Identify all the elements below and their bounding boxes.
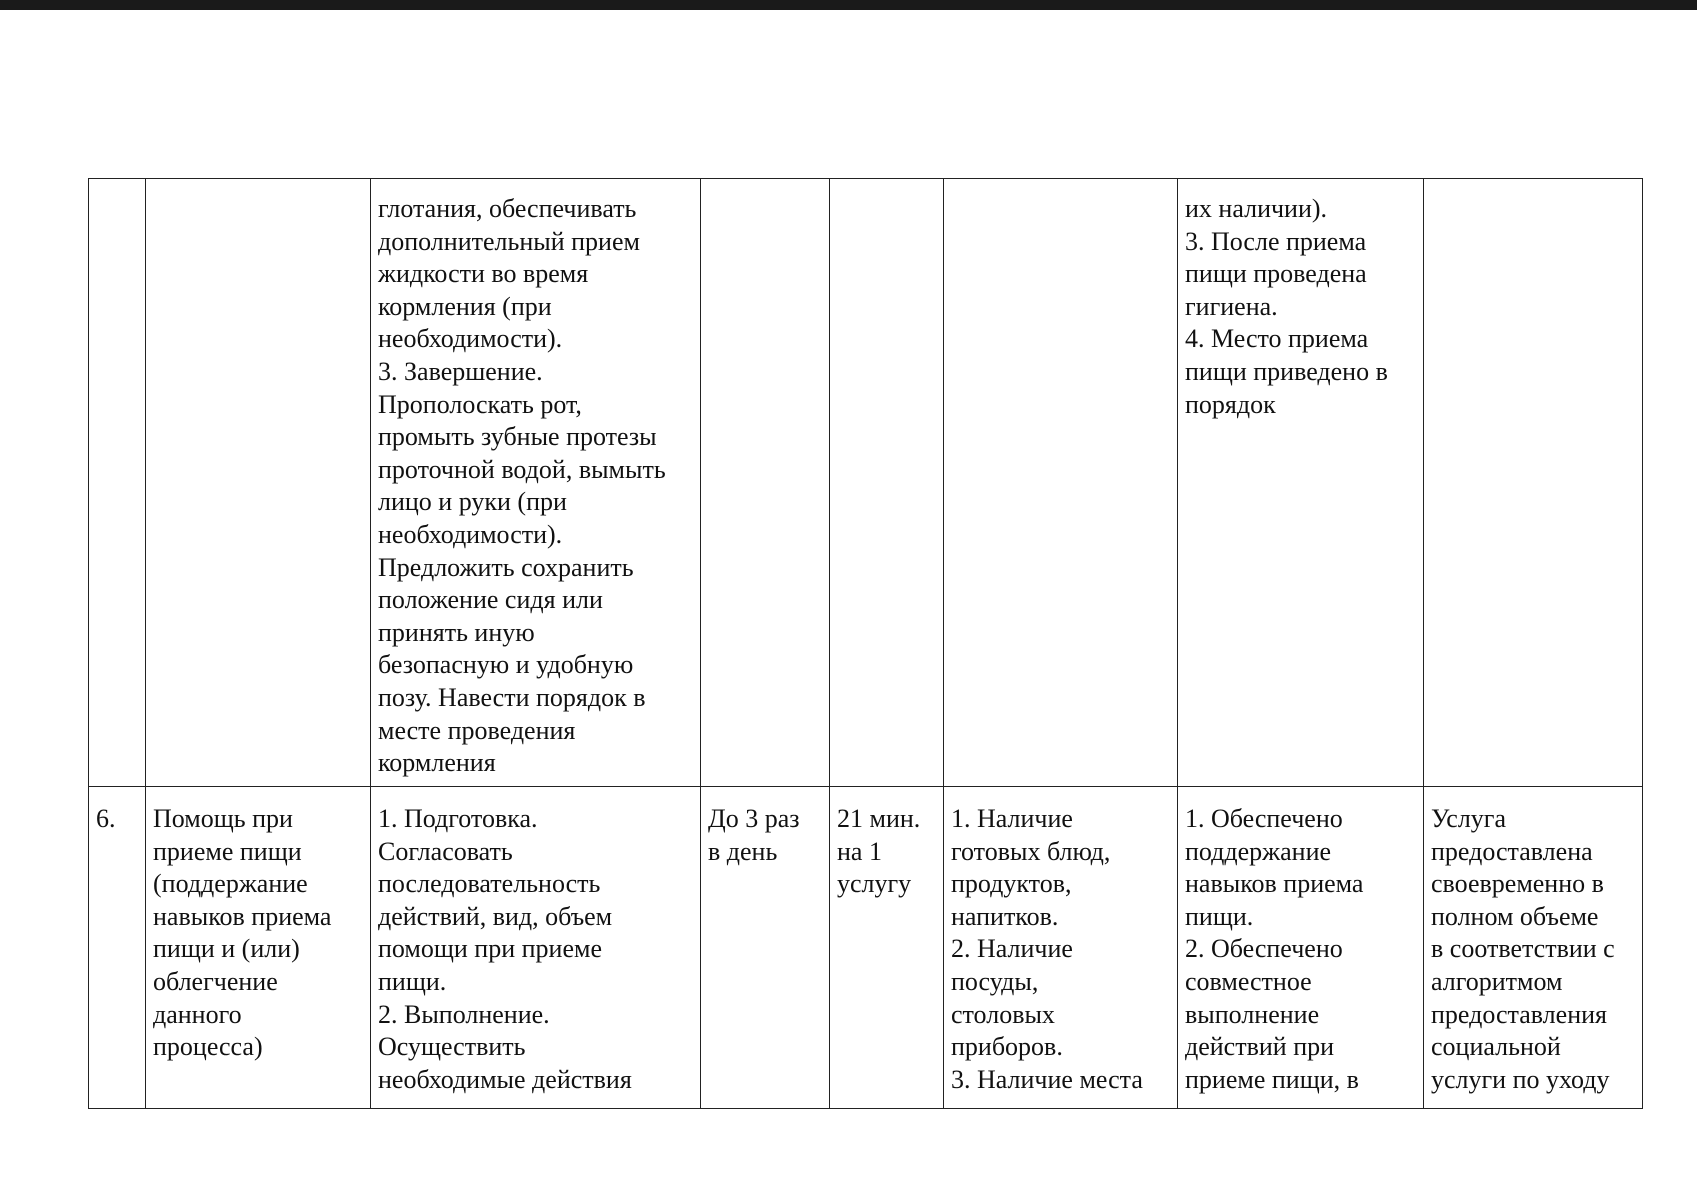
cell-procedure: глотания, обеспечивать дополнительный прием жидкости во время кормления (при необходимости). 3. Завершение. Прополоскать рот, промыть зубные протезы проточной водой, вымыть лицо и руки (при необходимости). Предложить сохранить положение сидя или принять иную безопасную и удобную позу. Навести порядок в месте проведения кормления <box>371 179 701 787</box>
table-row-6 <box>89 787 1643 1109</box>
cell-duration <box>830 179 944 787</box>
cell-frequency: До 3 раз в день <box>701 787 830 1109</box>
cell-evaluation: Услуга предоставлена своевременно в полном объеме в соответствии с алгоритмом предоставления социальной услуги по уходу <box>1424 787 1643 1109</box>
table-row-continuation <box>89 179 1643 787</box>
cell-conditions: 1. Наличие готовых блюд, продуктов, напитков. 2. Наличие посуды, столовых приборов. 3. Наличие места <box>944 787 1178 1109</box>
cell-number: 6. <box>89 787 146 1109</box>
cell-results: их наличии). 3. После приема пищи проведена гигиена. 4. Место приема пищи приведено в порядок <box>1178 179 1424 787</box>
scan-top-edge <box>0 0 1697 10</box>
service-standard-table <box>88 178 1643 1109</box>
cell-duration: 21 мин. на 1 услугу <box>830 787 944 1109</box>
cell-number <box>89 179 146 787</box>
cell-evaluation <box>1424 179 1643 787</box>
cell-service-name: Помощь при приеме пищи (поддержание навыков приема пищи и (или) облегчение данного процесса) <box>146 787 371 1109</box>
cell-procedure: 1. Подготовка. Согласовать последовательность действий, вид, объем помощи при приеме пищи. 2. Выполнение. Осуществить необходимые действия <box>371 787 701 1109</box>
cell-frequency <box>701 179 830 787</box>
cell-conditions <box>944 179 1178 787</box>
cell-results: 1. Обеспечено поддержание навыков приема пищи. 2. Обеспечено совместное выполнение действий при приеме пищи, в <box>1178 787 1424 1109</box>
cell-service-name <box>146 179 371 787</box>
